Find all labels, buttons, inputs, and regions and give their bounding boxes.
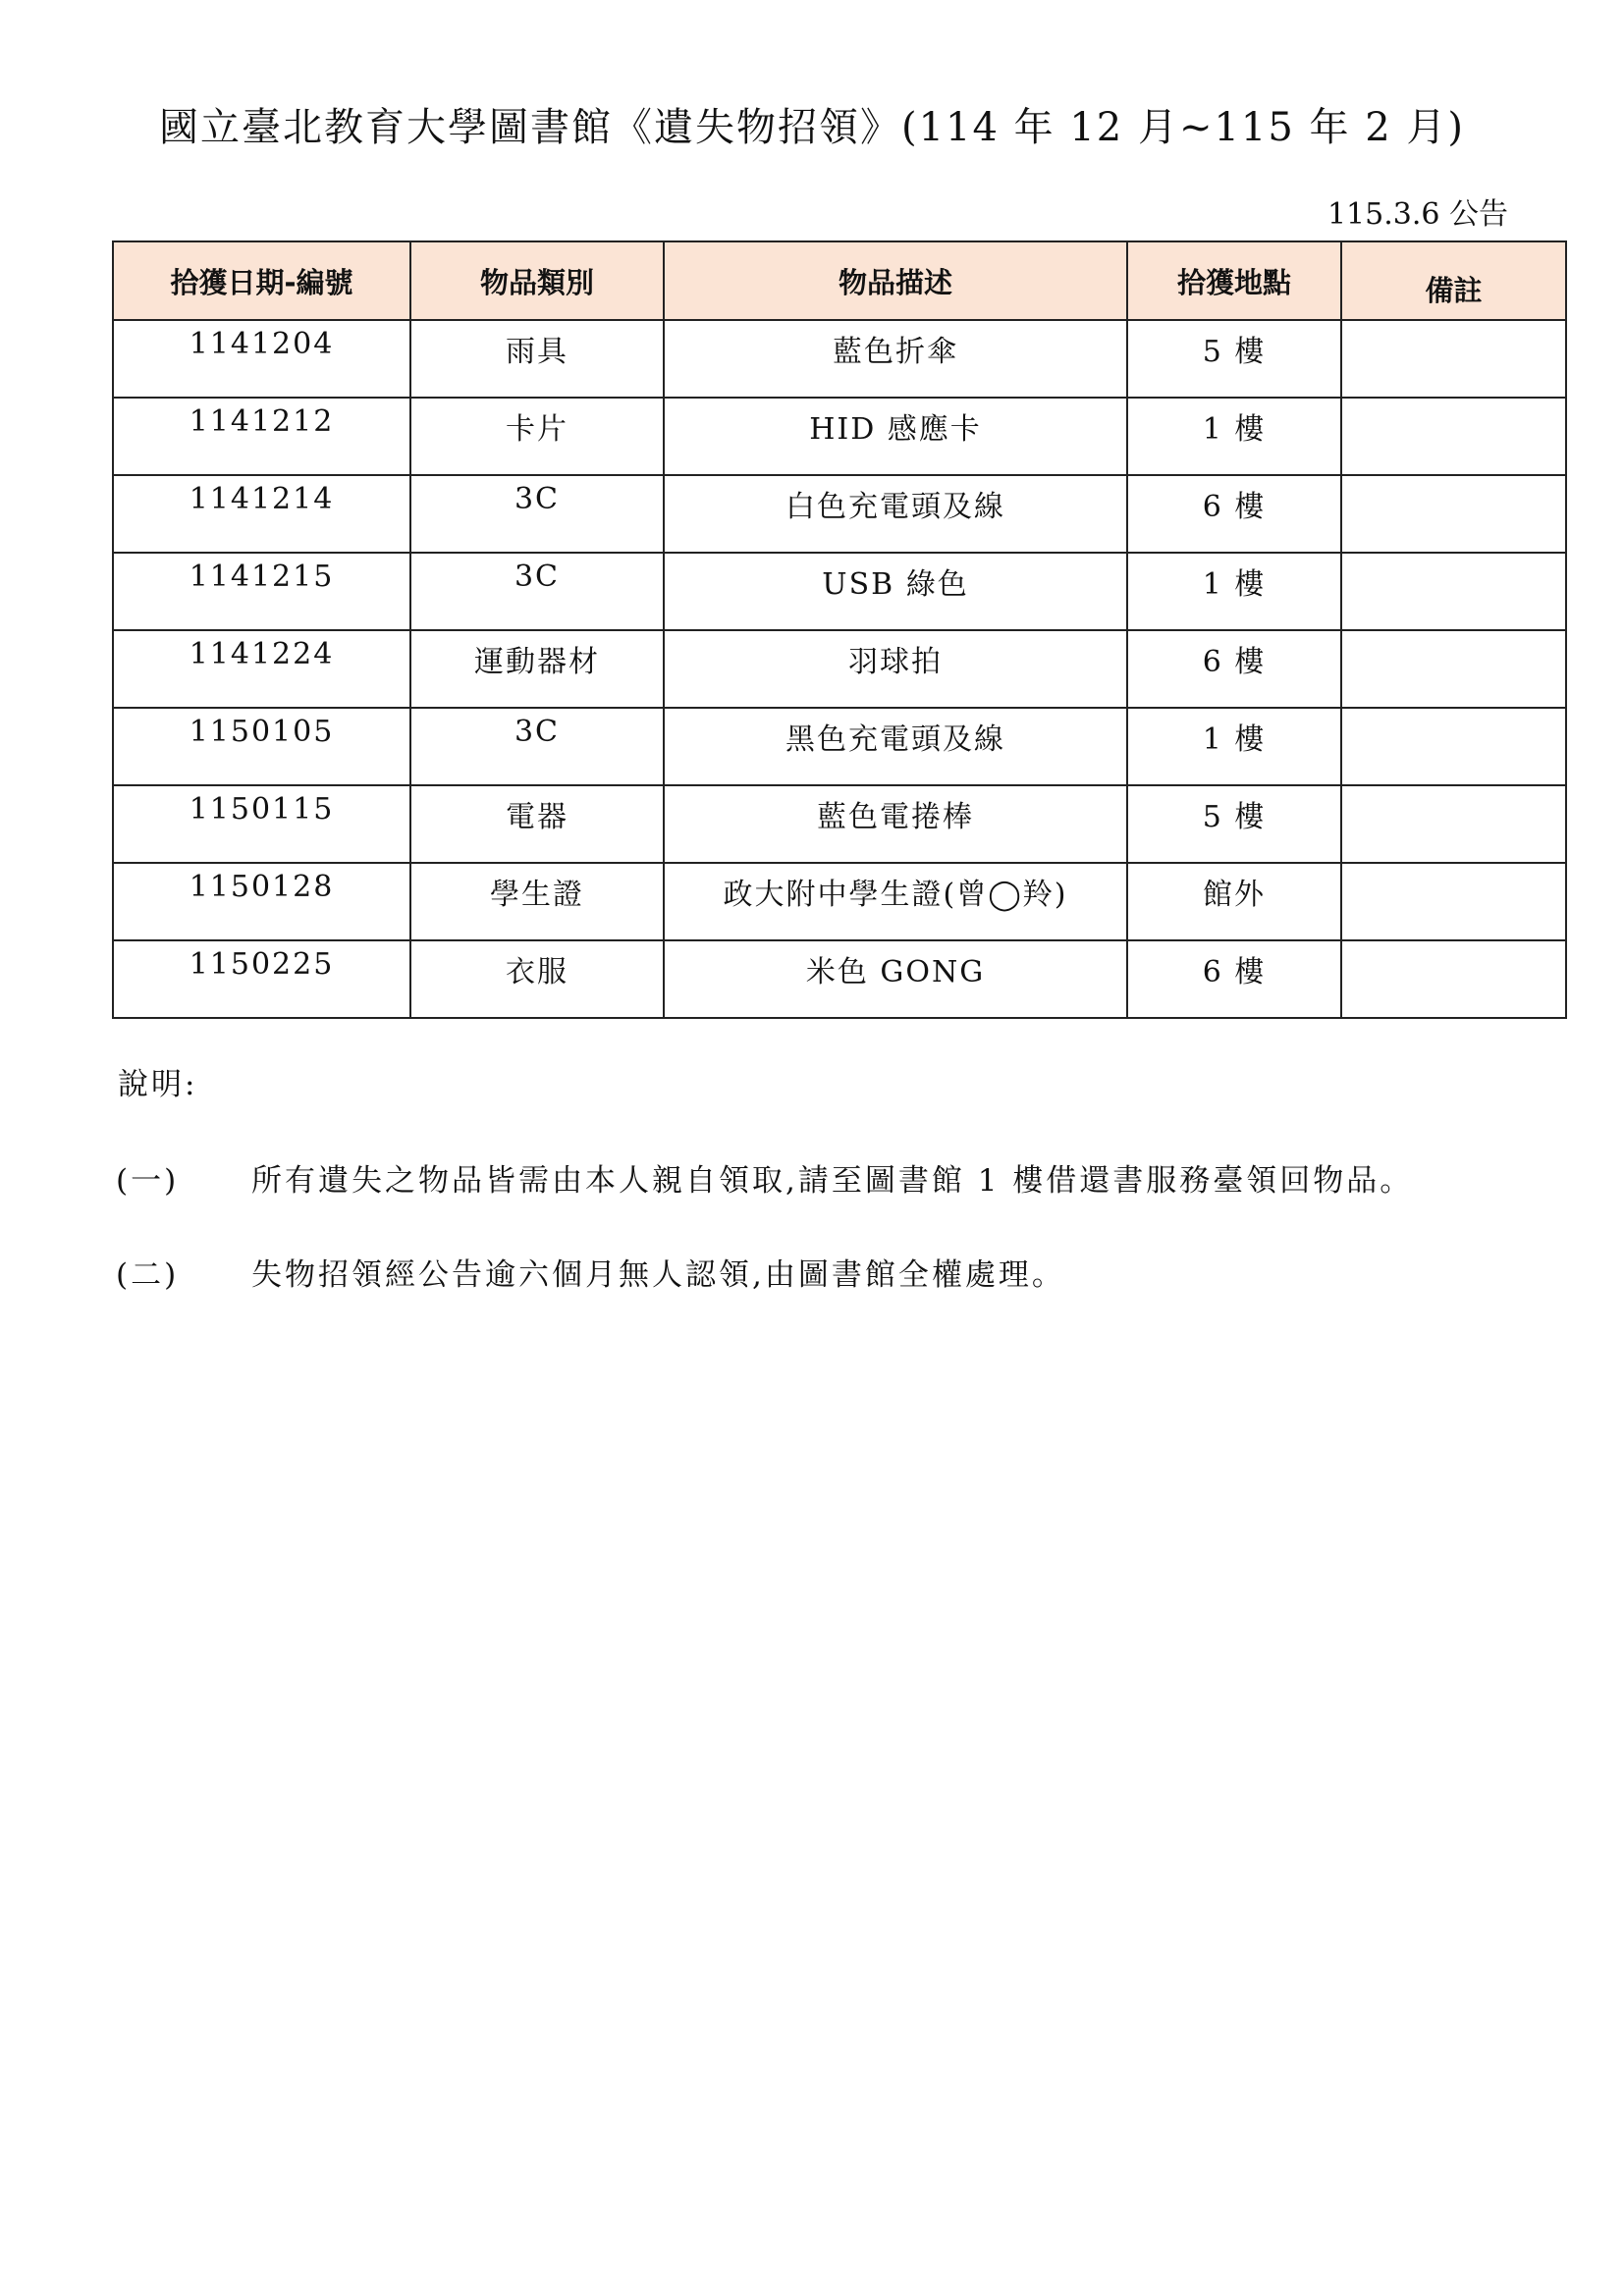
header-category: 物品類別 [410,241,664,320]
cell-id: 1150128 [113,863,410,940]
cell-category: 3C [410,475,664,553]
table-row [113,785,1566,863]
cell-location: 1 樓 [1127,553,1341,630]
cell-description: 羽球拍 [664,630,1127,708]
cell-description: 白色充電頭及線 [664,475,1127,553]
cell-description: HID 感應卡 [664,398,1127,475]
cell-description: 米色 GONG [664,940,1127,1018]
announcement-date: 115.3.6 公告 [1326,197,1508,232]
cell-category: 卡片 [410,398,664,475]
cell-location: 館外 [1127,863,1341,940]
cell-id: 1141214 [113,475,410,553]
notes-heading: 說明: [118,1067,198,1102]
cell-id: 1150105 [113,708,410,785]
table-row [113,630,1566,708]
header-location: 拾獲地點 [1127,241,1341,320]
cell-description: USB 綠色 [664,553,1127,630]
cell-note [1341,863,1566,940]
note-text: 所有遺失之物品皆需由本人親自領取,請至圖書館 1 樓借還書服務臺領回物品。 [251,1163,1414,1199]
table-row [113,863,1566,940]
cell-note [1341,785,1566,863]
table-row [113,320,1566,398]
table-row [113,553,1566,630]
cell-category: 學生證 [410,863,664,940]
cell-location: 1 樓 [1127,708,1341,785]
table-row [113,940,1566,1018]
cell-category: 運動器材 [410,630,664,708]
cell-note [1341,553,1566,630]
note-item [116,1251,1569,1300]
cell-location: 1 樓 [1127,398,1341,475]
table-header-row [113,241,1566,320]
cell-location: 6 樓 [1127,630,1341,708]
cell-description: 黑色充電頭及線 [664,708,1127,785]
cell-id: 1141204 [113,320,410,398]
note-number: (一) [116,1163,180,1199]
cell-category: 衣服 [410,940,664,1018]
cell-id: 1141224 [113,630,410,708]
cell-note [1341,475,1566,553]
cell-description: 政大附中學生證(曾◯羚) [664,863,1127,940]
table-row [113,708,1566,785]
lost-items-table [112,240,1567,1019]
cell-description: 藍色折傘 [664,320,1127,398]
cell-location: 5 樓 [1127,785,1341,863]
page-title: 國立臺北教育大學圖書館《遺失物招領》(114 年 12 月~115 年 2 月) [158,105,1466,150]
cell-location: 6 樓 [1127,475,1341,553]
cell-id: 1141215 [113,553,410,630]
cell-id: 1150115 [113,785,410,863]
cell-note [1341,708,1566,785]
cell-note [1341,320,1566,398]
cell-id: 1150225 [113,940,410,1018]
header-description: 物品描述 [664,241,1127,320]
cell-category: 電器 [410,785,664,863]
cell-note [1341,398,1566,475]
cell-note [1341,940,1566,1018]
cell-category: 3C [410,708,664,785]
note-text: 失物招領經公告逾六個月無人認領,由圖書館全權處理。 [251,1257,1065,1293]
cell-id: 1141212 [113,398,410,475]
cell-location: 6 樓 [1127,940,1341,1018]
cell-category: 3C [410,553,664,630]
cell-note [1341,630,1566,708]
cell-category: 雨具 [410,320,664,398]
table-row [113,475,1566,553]
note-number: (二) [116,1257,180,1293]
table-row [113,398,1566,475]
header-date-number: 拾獲日期-編號 [113,241,410,320]
cell-location: 5 樓 [1127,320,1341,398]
note-item [116,1156,1569,1205]
header-remarks: 備註 [1341,241,1566,320]
cell-description: 藍色電捲棒 [664,785,1127,863]
